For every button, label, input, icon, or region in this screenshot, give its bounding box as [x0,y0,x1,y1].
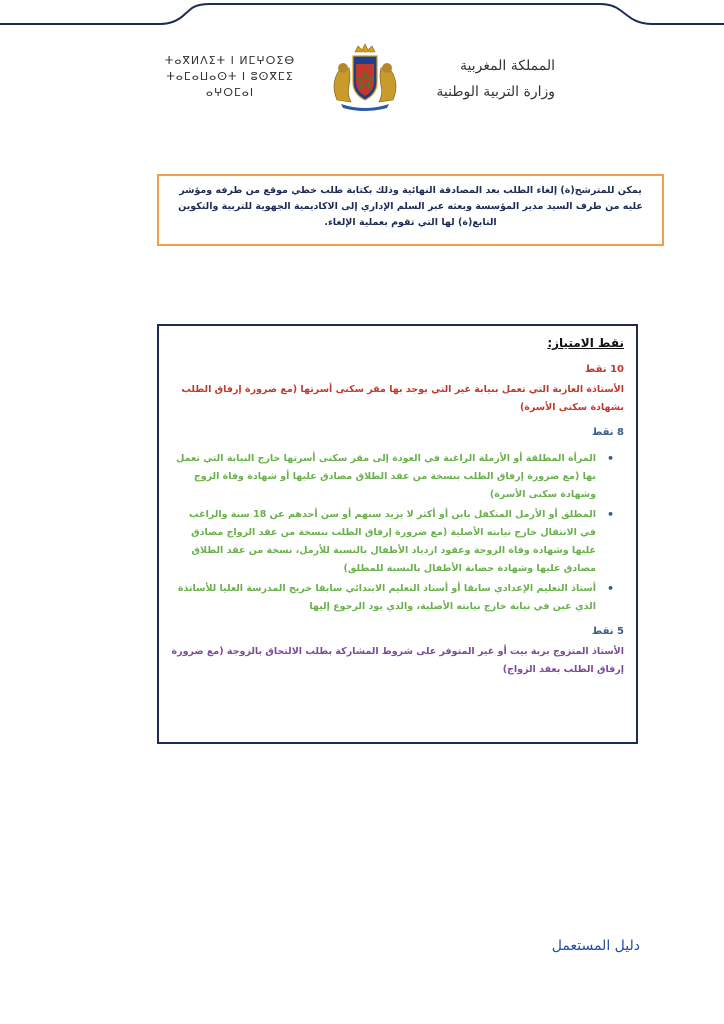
priority-points-box [157,324,638,744]
points-5-text: الأستاذ المتزوج بربة بيت أو غير المتوفر على شروط المشاركة بطلب الالتحاق بالزوجة (مع ضرورة إرفاق الطلب بعقد الزواج) [171,646,624,675]
cancellation-notice [157,174,664,246]
tifinagh-line: ⵜⴰⴳⵍⴷⵉⵜ ⵏ ⵍⵎⵖⵔⵉⴱ [164,54,296,67]
user-guide-label: دليل المستعمل [551,938,640,954]
list-item: • أستاذ التعليم الإعدادي سابقا أو أستاذ التعليم الابتدائي سابقا خريج المدرسة العليا للأساتذة الذي عين في نيابة خارج نيابته الأصلية، والذي يود الرجوع إليها [171,580,606,616]
points-8-list [171,450,606,616]
kingdom-name: المملكة المغربية [459,58,555,74]
tifinagh-line: ⴰⵖⵔⵎⴰⵏ [205,86,255,99]
ministry-name: وزارة التربية الوطنية [436,84,555,100]
points-level-8: 8 نقط [591,427,624,438]
points-level-10: 10 نقط [584,364,624,375]
coat-of-arms-icon [325,42,405,112]
tifinagh-line: ⵜⴰⵎⴰⵡⴰⵙⵜ ⵏ ⵓⵙⴳⵎⵉ [166,70,294,83]
notice-text: يمكن للمترشح(ة) إلغاء الطلب بعد المصادقة النهائية وذلك بكتابة طلب خطي موقع من طرفه ومؤشر عليه من طرف السيد مدير المؤسسة وبعثه عبر السلم الإداري إلى الاكاديمية الجهوية للتربية والتكوين التابع(ة) لها التي تقوم بعملية الإلغاء. [178,185,643,228]
points-level-5: 5 نقط [591,626,624,637]
list-item: • المرأة المطلقة أو الأرملة الراغبة في العودة إلى مقر سكنى أسرتها خارج النيابة التي تعمل بها (مع ضرورة إرفاق الطلب بنسخة من عقد الطلاق مصادق عليها أو شهادة وفاة الزوج وشهادة سكنى الأسرة) [171,450,606,504]
list-item: • المطلق أو الأرمل المتكفل بابن أو أكثر لا يزيد سنهم أو سن أحدهم عن 18 سنة والراغب في الانتقال خارج نيابته الأصلية (مع ضرورة إرفاق الطلب بنسخة من عقد الزواج مصادق عليها وشهادة وفاة الزوجة وعقود ازدياد الأطفال بالنسبة للأرمل، نسخة من عقد الطلاق مصادق عليها وشهادة حضانة الأطفال بالنسبة للمطلق) [171,506,606,578]
arabic-header [425,53,555,105]
tifinagh-header [160,53,300,101]
header-curve-line [0,0,724,30]
points-10-text: الأستاذة العازبة التي تعمل بنيابة غير التي يوجد بها مقر سكنى أسرتها (مع ضرورة إرفاق الطلب بشهادة سكنى الأسرة) [181,384,624,413]
points-title: نقط الامتياز: [547,336,624,350]
